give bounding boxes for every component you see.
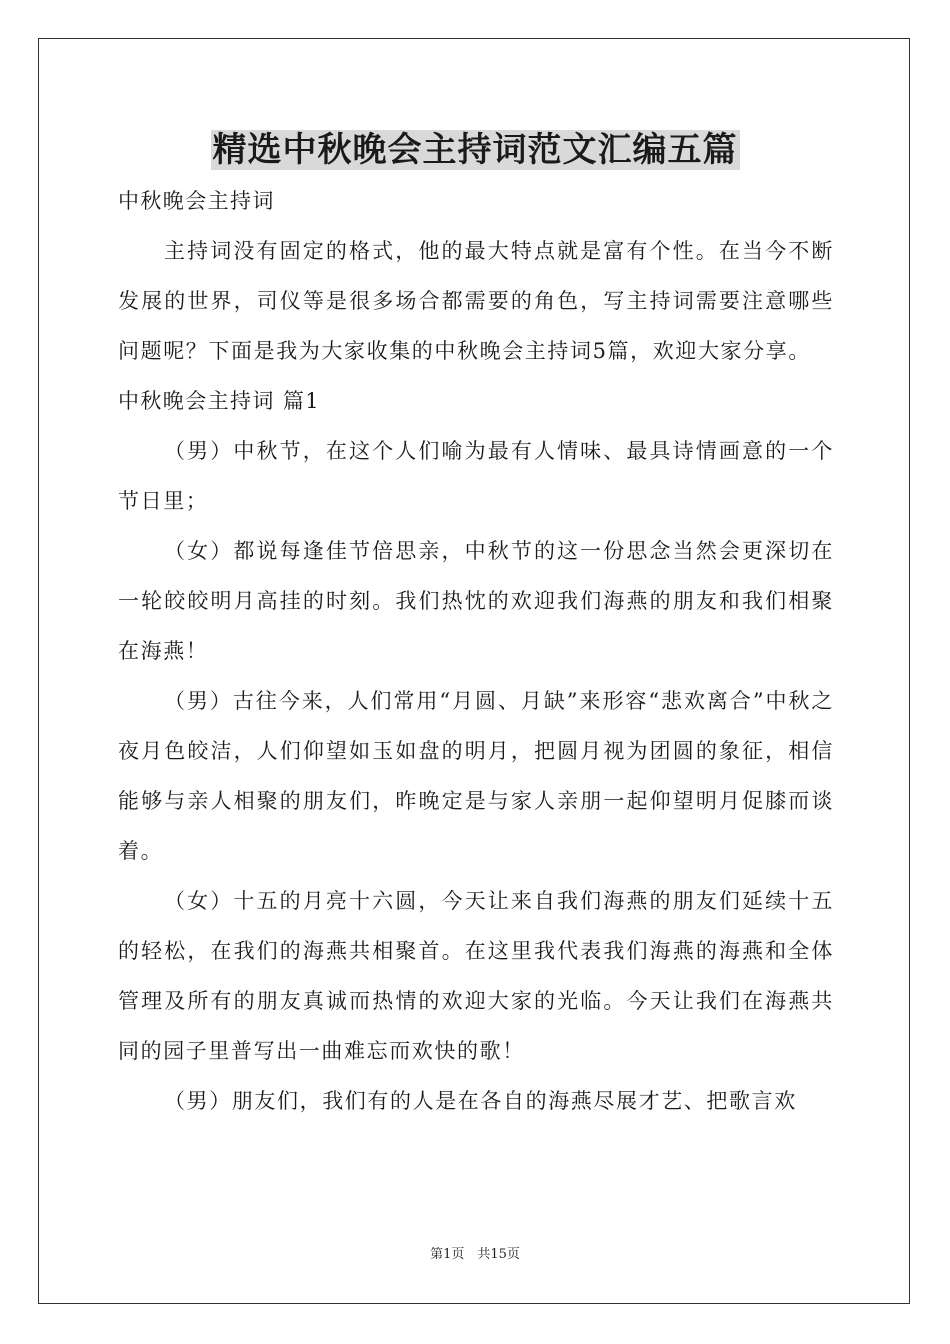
document-title-text: 精选中秋晚会主持词范文汇编五篇 [212,130,738,170]
body-paragraph: （男）朋友们，我们有的人是在各自的海燕尽展才艺、把歌言欢 [164,1089,797,1113]
section-heading: 中秋晚会主持词 篇1 [118,389,321,413]
body-paragraph: （女）十五的月亮十六圆，今天让来自我们海燕的朋友们延续十五的轻松，在我们的海燕共相聚首。在这里我代表我们海燕的海燕和全体管理及所有的朋友真诚而热情的欢迎大家的光临。今天让我们在海燕共同的园子里普写出一曲难忘而欢快的歌！ [118,889,834,1063]
document-body [118,176,834,1126]
document-title [0,126,950,174]
document-subtitle: 中秋晚会主持词 [118,189,275,213]
intro-paragraph: 主持词没有固定的格式，他的最大特点就是富有个性。在当今不断发展的世界，司仪等是很多场合都需要的角色，写主持词需要注意哪些问题呢？下面是我为大家收集的中秋晚会主持词5篇，欢迎大家分享。 [118,239,834,363]
page-footer: 第1页 共15页 [430,1247,520,1262]
body-paragraph: （女）都说每逢佳节倍思亲，中秋节的这一份思念当然会更深切在一轮皎皎明月高挂的时刻。我们热忱的欢迎我们海燕的朋友和我们相聚在海燕！ [118,539,834,663]
body-paragraph: （男）中秋节，在这个人们喻为最有人情味、最具诗情画意的一个节日里； [118,439,834,513]
body-paragraph: （男）古往今来，人们常用“月圆、月缺”来形容“悲欢离合”中秋之夜月色皎洁，人们仰望如玉如盘的明月，把圆月视为团圆的象征，相信能够与亲人相聚的朋友们，昨晚定是与家人亲朋一起仰望明月促膝而谈着。 [118,689,834,863]
